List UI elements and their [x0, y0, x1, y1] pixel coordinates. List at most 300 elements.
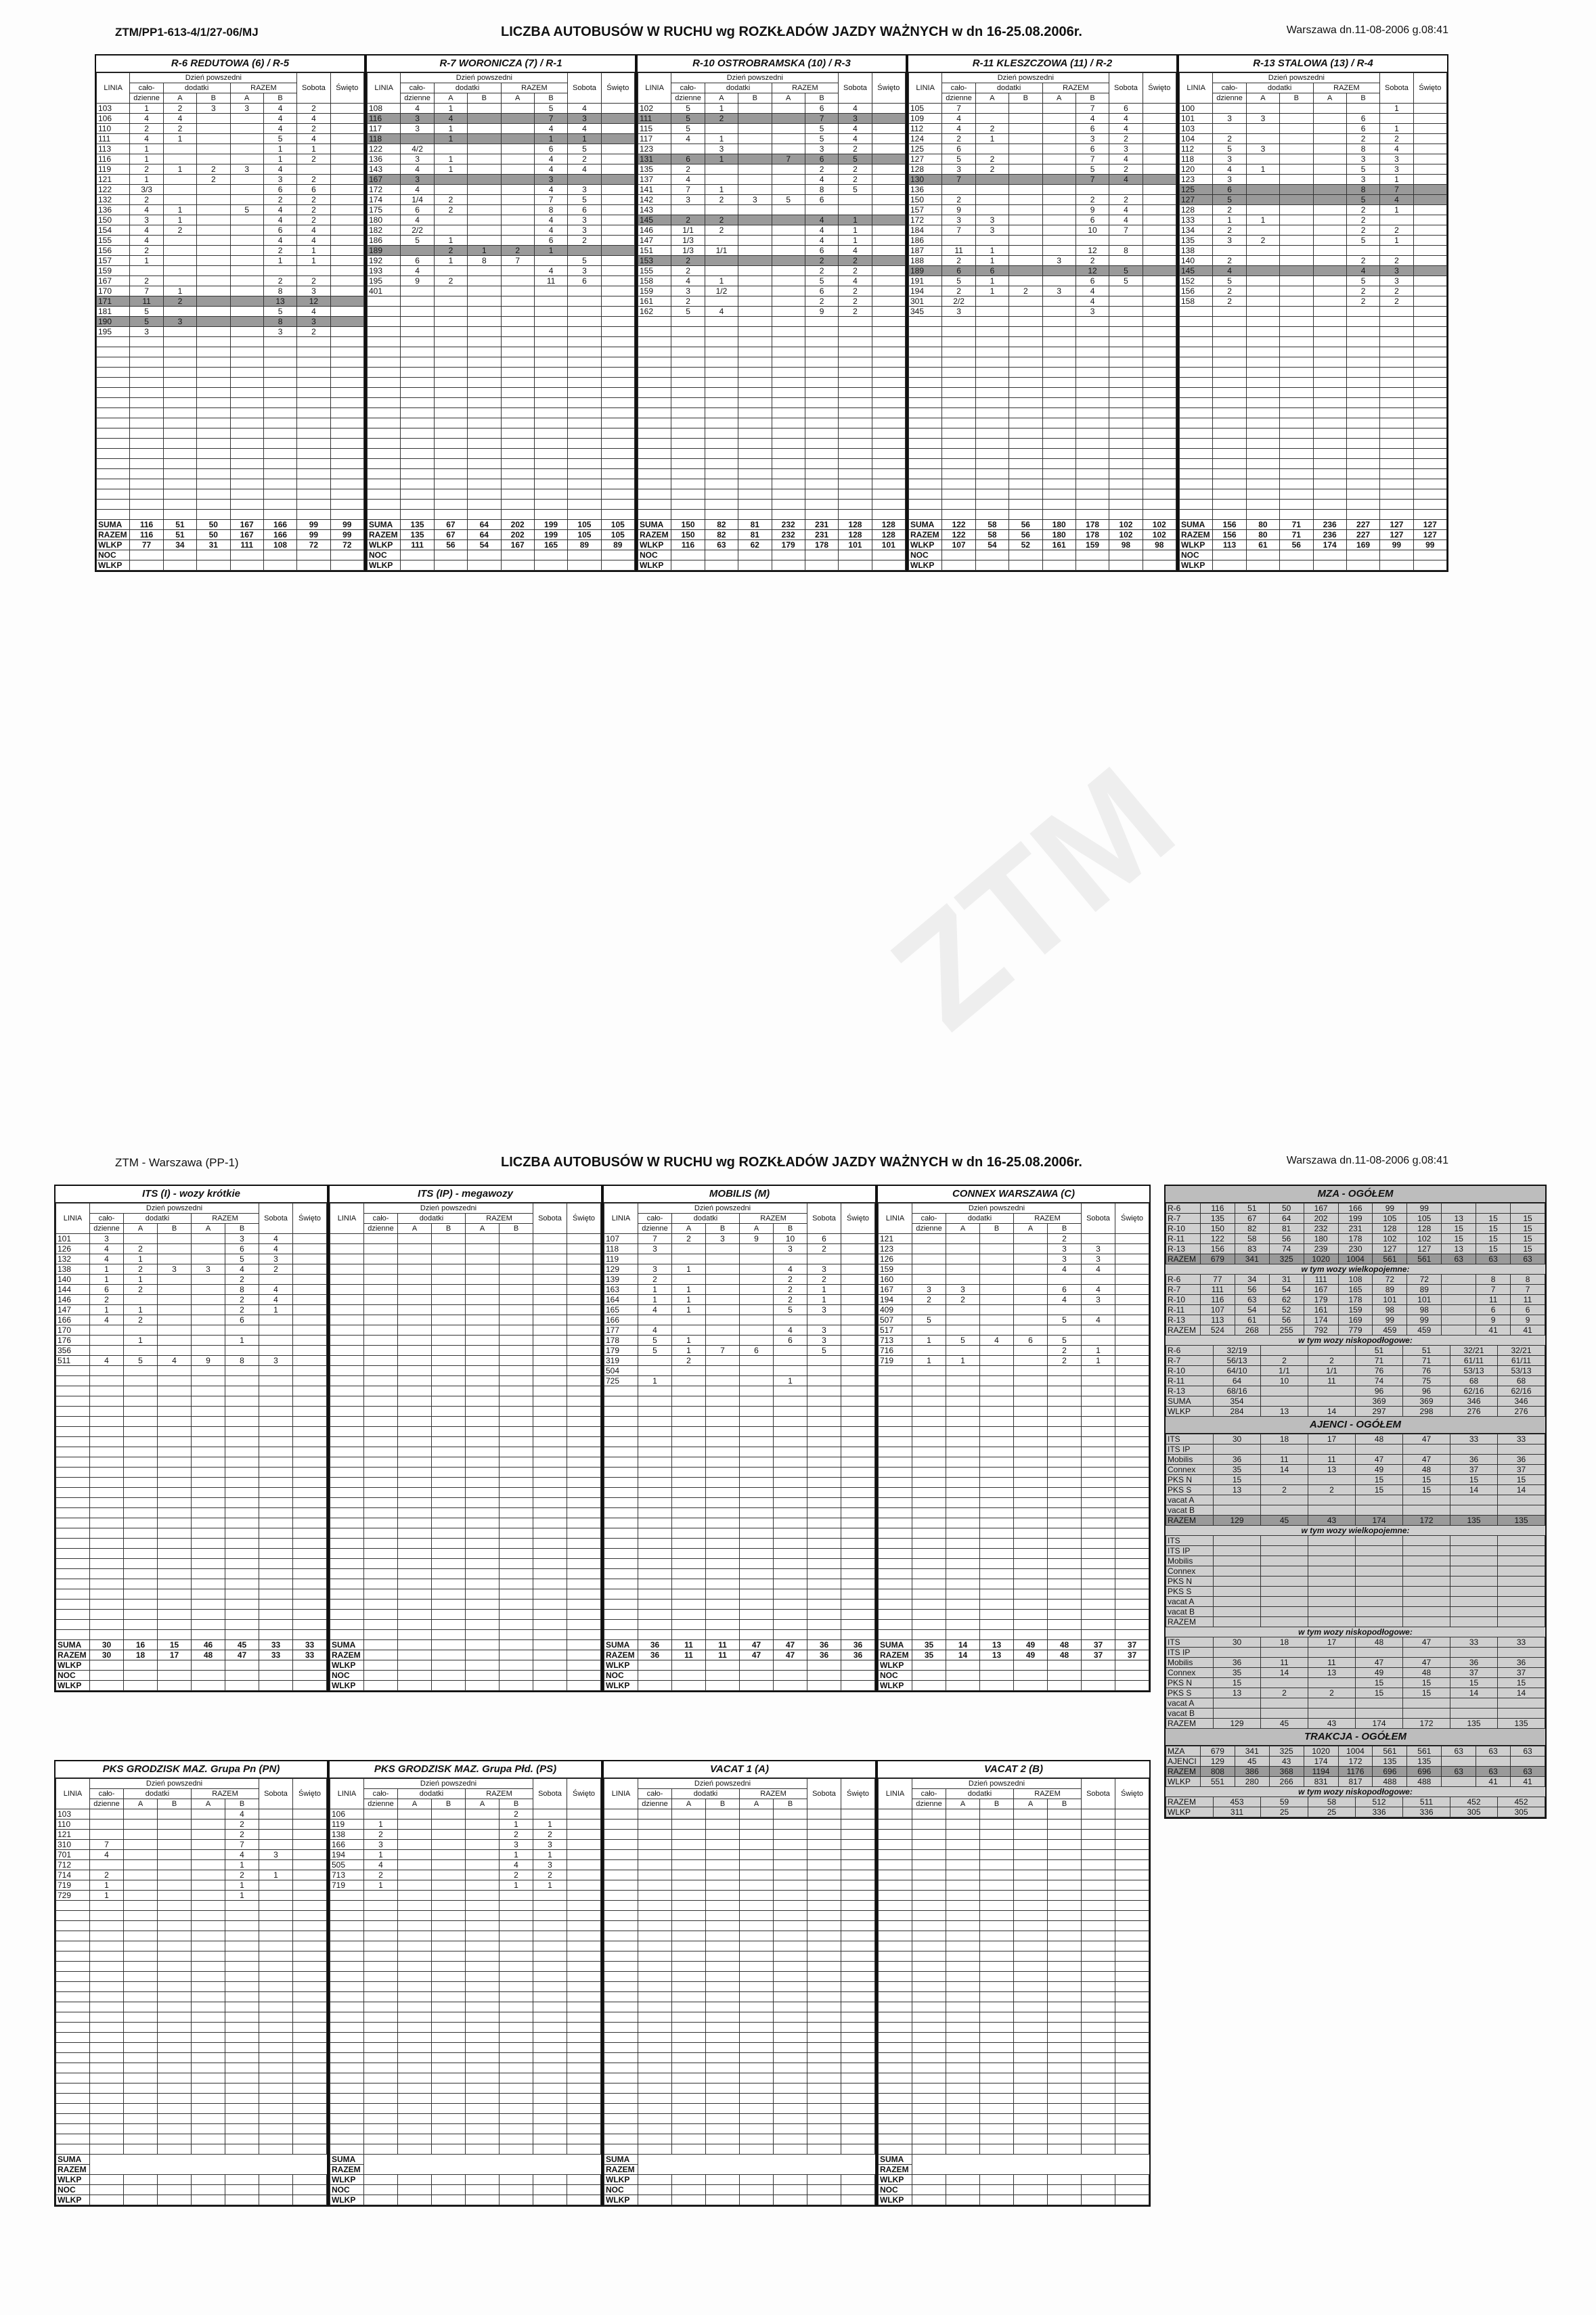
- col-calo: cało-: [671, 83, 705, 93]
- table-row: [97, 195, 364, 205]
- cell: [772, 225, 805, 236]
- cell: [90, 1386, 124, 1396]
- cell: [364, 1376, 398, 1386]
- cell: [466, 1569, 500, 1579]
- cell: [1048, 1427, 1082, 1437]
- cell: [432, 1972, 466, 1982]
- cell: [841, 2175, 875, 2185]
- cell: [738, 439, 772, 449]
- cell: [124, 2144, 158, 2155]
- cell: [163, 408, 196, 418]
- line-number: 147: [56, 1305, 90, 1315]
- cell: [1280, 560, 1313, 571]
- table-row: [879, 1244, 1149, 1254]
- cell: [158, 1528, 192, 1539]
- cell: [158, 1427, 192, 1437]
- cell: 7: [501, 256, 534, 266]
- cell: [197, 256, 230, 266]
- line-number: [879, 1437, 912, 1447]
- cell: [1009, 256, 1042, 266]
- line-number: [909, 398, 942, 408]
- cell: [534, 286, 567, 296]
- cell: [398, 1911, 432, 1921]
- cell: [1042, 164, 1076, 175]
- cell: [364, 2053, 398, 2063]
- cell: [197, 317, 230, 327]
- cell: [330, 428, 363, 439]
- cell: [293, 1295, 327, 1305]
- cell: [1082, 1809, 1115, 1820]
- cell: [468, 459, 501, 469]
- line-number: [604, 2063, 638, 2073]
- table-row: [879, 1518, 1149, 1528]
- line-number: 122: [97, 185, 130, 195]
- col-dzienne: dzienne: [912, 1799, 946, 1809]
- cell: [1313, 124, 1346, 134]
- cell: [1109, 479, 1143, 489]
- cell: [1009, 195, 1042, 205]
- cell: [192, 1437, 225, 1447]
- line-number: [56, 1600, 90, 1610]
- cell: [1143, 418, 1176, 428]
- cell: [434, 307, 467, 317]
- cell: [466, 1366, 500, 1376]
- cell: [912, 1437, 946, 1447]
- cell: [671, 205, 705, 215]
- line-number: 145: [1180, 266, 1213, 276]
- cell: [192, 1891, 225, 1901]
- cell: 1: [263, 144, 296, 154]
- cell: 50: [197, 520, 230, 530]
- table-row: [638, 489, 906, 500]
- line-number: 319: [604, 1356, 638, 1366]
- cell: [975, 296, 1008, 307]
- cell: [293, 2033, 327, 2043]
- cell: [774, 1427, 807, 1437]
- cell: 1: [500, 1850, 533, 1860]
- table-row: [879, 1528, 1149, 1539]
- cell: [568, 357, 601, 368]
- cell: [259, 2175, 293, 2185]
- cell: [466, 1396, 500, 1407]
- cell: [401, 296, 434, 307]
- cell: [807, 1921, 841, 1931]
- cell: [259, 1901, 293, 1911]
- cell: [1280, 124, 1313, 134]
- cell: [192, 1376, 225, 1386]
- cell: [500, 2134, 533, 2144]
- cell: [500, 1681, 533, 1691]
- line-number: [879, 1569, 912, 1579]
- cell: 3: [263, 327, 296, 337]
- cell: 3: [259, 1850, 293, 1860]
- cell: 2: [705, 215, 738, 225]
- cell: [1213, 124, 1246, 134]
- cell: [1109, 459, 1143, 469]
- table-row: [368, 185, 635, 195]
- line-number: [368, 469, 401, 479]
- cell: [912, 1610, 946, 1620]
- line-number: [97, 459, 130, 469]
- cell: [398, 2012, 432, 2023]
- cell: [1380, 215, 1413, 225]
- cell: [568, 550, 601, 560]
- cell: [158, 1880, 192, 1891]
- cell: [500, 1660, 533, 1671]
- cell: [567, 1275, 601, 1285]
- table-row: [330, 2144, 601, 2155]
- cell: [1076, 500, 1109, 510]
- col-ab: B: [1076, 93, 1109, 104]
- cell: 3: [401, 114, 434, 124]
- line-number: [97, 500, 130, 510]
- table-row: [909, 114, 1176, 124]
- cell: [259, 2043, 293, 2053]
- col-ab: A: [946, 1224, 980, 1234]
- cell: [432, 1671, 466, 1681]
- cell: [1014, 1386, 1048, 1396]
- totals-row: [604, 1650, 875, 1660]
- cell: [293, 1880, 327, 1891]
- cell: [1143, 225, 1176, 236]
- line-number: [330, 1305, 364, 1315]
- cell: [912, 1325, 946, 1336]
- totals-row: [330, 1660, 601, 1671]
- col-linia: LINIA: [879, 1779, 912, 1809]
- cell: [1280, 398, 1313, 408]
- cell: [1143, 469, 1176, 479]
- col-ab: B: [432, 1224, 466, 1234]
- line-number: 195: [368, 276, 401, 286]
- cell: [1048, 1478, 1082, 1488]
- col-ab: B: [468, 93, 501, 104]
- line-number: [330, 2144, 364, 2155]
- cell: [1042, 408, 1076, 418]
- cell: [158, 2023, 192, 2033]
- cell: [912, 1275, 946, 1285]
- cell: [192, 1468, 225, 1478]
- table-row: [330, 1579, 601, 1589]
- cell: [638, 1579, 672, 1589]
- col-linia: LINIA: [604, 1204, 638, 1234]
- cell: 4: [297, 114, 330, 124]
- cell: [501, 154, 534, 164]
- line-number: [1180, 459, 1213, 469]
- cell: [90, 2002, 124, 2012]
- cell: [401, 550, 434, 560]
- cell: [1246, 550, 1279, 560]
- totals-label: NOC: [97, 550, 130, 560]
- cell: 3: [807, 1305, 841, 1315]
- cell: [230, 276, 263, 286]
- cell: [158, 2033, 192, 2043]
- cell: [706, 1315, 740, 1325]
- cell: [534, 439, 567, 449]
- cell: 1: [163, 215, 196, 225]
- cell: [705, 124, 738, 134]
- cell: 51: [163, 520, 196, 530]
- totals-label: WLKP: [879, 1681, 912, 1691]
- cell: [807, 1518, 841, 1528]
- cell: [364, 1325, 398, 1336]
- cell: [946, 1589, 980, 1600]
- cell: [740, 1366, 774, 1376]
- cell: 82: [705, 520, 738, 530]
- line-number: [330, 1921, 364, 1931]
- cell: [1143, 408, 1176, 418]
- cell: [706, 2033, 740, 2043]
- line-number: [330, 2104, 364, 2114]
- cell: [364, 1396, 398, 1407]
- cell: [124, 2195, 158, 2205]
- col-ab: A: [124, 1799, 158, 1809]
- cell: [774, 2023, 807, 2033]
- cell: [1413, 368, 1446, 378]
- cell: [163, 327, 196, 337]
- cell: 8: [468, 256, 501, 266]
- cell: 3: [1380, 266, 1413, 276]
- table-row: [909, 368, 1176, 378]
- cell: [1143, 205, 1176, 215]
- cell: [567, 1589, 601, 1600]
- cell: 54: [975, 540, 1008, 550]
- cell: [501, 215, 534, 225]
- line-number: 143: [638, 205, 671, 215]
- table-row: [368, 317, 635, 327]
- cell: [432, 2175, 466, 2185]
- cell: [740, 1860, 774, 1870]
- col-ab: A: [740, 1799, 774, 1809]
- cell: [567, 2185, 601, 2195]
- cell: [259, 1559, 293, 1569]
- cell: [90, 1447, 124, 1457]
- cell: [980, 1275, 1014, 1285]
- cell: 7: [1076, 154, 1109, 164]
- line-number: [368, 449, 401, 459]
- table-row: [604, 1366, 875, 1376]
- cell: [841, 1972, 875, 1982]
- line-number: [1180, 439, 1213, 449]
- cell: [330, 134, 363, 144]
- table-row: [368, 124, 635, 134]
- cell: [434, 510, 467, 520]
- cell: [980, 1396, 1014, 1407]
- cell: [1109, 449, 1143, 459]
- cell: [158, 1234, 192, 1244]
- cell: [225, 2043, 259, 2053]
- cell: [567, 2063, 601, 2073]
- line-number: 161: [638, 296, 671, 307]
- cell: [192, 1295, 225, 1305]
- line-number: 192: [368, 256, 401, 266]
- cell: [1076, 560, 1109, 571]
- table-row: [879, 1315, 1149, 1325]
- cell: [738, 134, 772, 144]
- cell: 58: [975, 520, 1008, 530]
- line-number: 190: [97, 317, 130, 327]
- cell: [501, 124, 534, 134]
- cell: [90, 1437, 124, 1447]
- table-row: [638, 205, 906, 215]
- cell: [567, 1610, 601, 1620]
- table-row: [638, 266, 906, 276]
- cell: [774, 1941, 807, 1952]
- cell: [706, 1600, 740, 1610]
- cell: [330, 266, 363, 276]
- cell: 1: [975, 276, 1008, 286]
- line-number: [330, 1901, 364, 1911]
- cell: 3: [706, 1234, 740, 1244]
- cell: [163, 347, 196, 357]
- cell: [259, 2073, 293, 2084]
- line-number: [56, 1589, 90, 1600]
- cell: [1346, 317, 1379, 327]
- totals-label: WLKP: [330, 1681, 364, 1691]
- line-number: 136: [368, 154, 401, 164]
- cell: [601, 215, 634, 225]
- cell: 2: [975, 124, 1008, 134]
- cell: [432, 2094, 466, 2104]
- totals-label: WLKP: [1180, 560, 1213, 571]
- table-row: [604, 1579, 875, 1589]
- line-number: 156: [1180, 286, 1213, 296]
- table-row: [1180, 510, 1447, 520]
- cell: [774, 1681, 807, 1691]
- cell: [124, 1901, 158, 1911]
- cell: [432, 1447, 466, 1457]
- cell: [841, 1336, 875, 1346]
- cell: [533, 1579, 567, 1589]
- cell: 2: [1380, 256, 1413, 266]
- cell: [671, 469, 705, 479]
- cell: [533, 1508, 567, 1518]
- cell: 13: [980, 1640, 1014, 1650]
- cell: [1143, 215, 1176, 225]
- cell: 3: [534, 175, 567, 185]
- cell: [468, 296, 501, 307]
- cell: [364, 1518, 398, 1528]
- cell: [772, 388, 805, 398]
- line-number: 103: [97, 104, 130, 114]
- table-row: [330, 1275, 601, 1285]
- cell: [124, 1962, 158, 1972]
- cell: 4: [534, 266, 567, 276]
- cell: [1246, 154, 1279, 164]
- cell: 2: [1048, 1234, 1082, 1244]
- table-row: [56, 1396, 327, 1407]
- cell: [259, 2104, 293, 2114]
- table-row: [638, 215, 906, 225]
- cell: [158, 2114, 192, 2124]
- cell: [158, 1437, 192, 1447]
- cell: [1014, 1427, 1048, 1437]
- cell: [1280, 296, 1313, 307]
- cell: [259, 1840, 293, 1850]
- cell: [1048, 1559, 1082, 1569]
- cell: [124, 1921, 158, 1931]
- cell: [740, 1549, 774, 1559]
- cell: 232: [772, 530, 805, 540]
- cell: [807, 1660, 841, 1671]
- line-number: [56, 2012, 90, 2023]
- table-row: [604, 1870, 875, 1880]
- cell: [466, 1325, 500, 1336]
- cell: [293, 2063, 327, 2073]
- cell: [1109, 296, 1143, 307]
- cell: [638, 2134, 672, 2144]
- cell: [841, 1860, 875, 1870]
- col-linia: LINIA: [56, 1779, 90, 1809]
- cell: [434, 327, 467, 337]
- cell: [1246, 337, 1279, 347]
- cell: [1246, 276, 1279, 286]
- cell: [225, 1630, 259, 1640]
- cell: [364, 1660, 398, 1671]
- cell: [567, 1579, 601, 1589]
- cell: 4: [805, 215, 838, 225]
- cell: [705, 428, 738, 439]
- cell: [807, 1356, 841, 1366]
- cell: [740, 1579, 774, 1589]
- cell: [501, 418, 534, 428]
- cell: 2: [434, 195, 467, 205]
- cell: 3: [1082, 1254, 1115, 1264]
- cell: [975, 317, 1008, 327]
- cell: [192, 1630, 225, 1640]
- table-row: [97, 357, 364, 368]
- cell: [672, 1325, 706, 1336]
- line-number: [604, 2134, 638, 2144]
- cell: [807, 2073, 841, 2084]
- cell: [1009, 368, 1042, 378]
- cell: [364, 1305, 398, 1315]
- table-row: [638, 510, 906, 520]
- line-number: 145: [638, 215, 671, 225]
- cell: [225, 1468, 259, 1478]
- depot-panel: [95, 54, 365, 572]
- line-number: [604, 1417, 638, 1427]
- cell: [638, 1901, 672, 1911]
- cell: 1: [434, 104, 467, 114]
- cell: [774, 1992, 807, 2002]
- cell: [90, 2063, 124, 2073]
- cell: [567, 1860, 601, 1870]
- cell: [330, 256, 363, 266]
- cell: [330, 296, 363, 307]
- cell: [468, 175, 501, 185]
- cell: [807, 1860, 841, 1870]
- cell: [706, 1921, 740, 1931]
- line-number: [56, 1992, 90, 2002]
- table-row: [56, 1630, 327, 1640]
- totals-row: [604, 2175, 875, 2185]
- cell: 3: [364, 1840, 398, 1850]
- cell: [263, 428, 296, 439]
- cell: [124, 1427, 158, 1437]
- cell: [1082, 1376, 1115, 1386]
- cell: [192, 1681, 225, 1691]
- cell: [533, 1620, 567, 1630]
- cell: [841, 1992, 875, 2002]
- cell: [807, 2094, 841, 2104]
- cell: [705, 337, 738, 347]
- header-row: [330, 1779, 601, 1789]
- cell: 2: [1213, 286, 1246, 296]
- cell: [466, 1488, 500, 1498]
- table-row: [604, 1468, 875, 1478]
- cell: [192, 1417, 225, 1427]
- line-number: [97, 489, 130, 500]
